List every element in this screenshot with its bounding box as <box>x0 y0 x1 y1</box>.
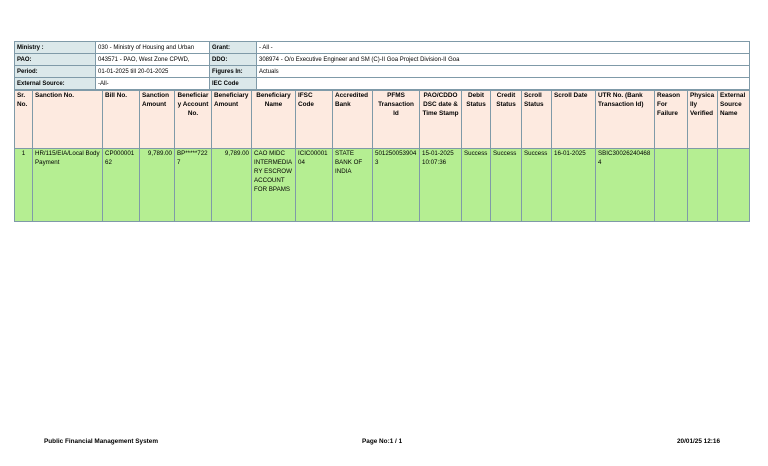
cell-beneficiary-account: BP*****7227 <box>175 149 212 222</box>
col-header-beneficiary-account: Beneficiary Account No. <box>175 91 212 149</box>
cell-credit-status: Success <box>491 149 522 222</box>
col-header-sr-no: Sr. No. <box>15 91 33 149</box>
figures-label: Figures In: <box>210 66 257 78</box>
filter-row <box>15 78 750 90</box>
period-value: 01-01-2025 till 20-01-2025 <box>96 66 210 78</box>
col-header-dsc-timestamp: PAO/CDDO DSC date & Time Stamp <box>420 91 462 149</box>
col-header-sanction-no: Sanction No. <box>33 91 103 149</box>
pao-label: PAO: <box>15 54 96 66</box>
pao-value: 043571 - PAO, West Zone CPWD, <box>96 54 210 66</box>
col-header-scroll-status: Scroll Status <box>522 91 552 149</box>
iec-code-value <box>257 78 750 90</box>
cell-pfms-transaction-id: 5012500539043 <box>373 149 420 222</box>
cell-sr-no: 1 <box>15 149 33 222</box>
col-header-beneficiary-name: Beneficiary Name <box>252 91 296 149</box>
filter-row <box>15 66 750 78</box>
ministry-label: Ministry : <box>15 42 96 54</box>
filter-row <box>15 42 750 54</box>
cell-beneficiary-name: CAO MIDC INTERMEDIARY ESCROW ACCOUNT FOR BPAMS <box>252 149 296 222</box>
cell-accredited-bank: STATE BANK OF INDIA <box>333 149 373 222</box>
figures-value: Actuals <box>257 66 750 78</box>
footer-datetime: 20/01/25 12:16 <box>677 438 720 445</box>
footer-system-name: Public Financial Management System <box>44 438 158 445</box>
ddo-label: DDO: <box>210 54 257 66</box>
cell-scroll-date: 16-01-2025 <box>552 149 596 222</box>
cell-sanction-amount: 9,789.00 <box>140 149 175 222</box>
footer-page-number: Page No:1 / 1 <box>362 438 403 445</box>
col-header-bill-no: Bill No. <box>103 91 140 149</box>
grant-label: Grant: <box>210 42 257 54</box>
report-filters <box>14 41 750 90</box>
cell-scroll-status: Success <box>522 149 552 222</box>
table-row <box>15 149 750 222</box>
ministry-value: 030 - Ministry of Housing and Urban <box>96 42 210 54</box>
grant-value: - All - <box>257 42 750 54</box>
iec-code-label: IEC Code <box>210 78 257 90</box>
col-header-credit-status: Credit Status <box>491 91 522 149</box>
col-header-debit-status: Debit Status <box>462 91 491 149</box>
col-header-ifsc-code: IFSC Code <box>296 91 333 149</box>
ddo-value: 308974 - O/o Executive Engineer and SM (C)-II Goa Project Division-II Goa <box>257 54 750 66</box>
cell-bill-no: CP00000162 <box>103 149 140 222</box>
cell-physically-verified <box>688 149 718 222</box>
cell-debit-status: Success <box>462 149 491 222</box>
cell-ifsc-code: ICIC0000104 <box>296 149 333 222</box>
filter-row <box>15 54 750 66</box>
transactions-table <box>14 90 750 222</box>
cell-beneficiary-amount: 9,789.00 <box>212 149 252 222</box>
col-header-sanction-amount: Sanction Amount <box>140 91 175 149</box>
table-header-row <box>15 91 750 149</box>
col-header-pfms-transaction-id: PFMS Transaction Id <box>373 91 420 149</box>
col-header-scroll-date: Scroll Date <box>552 91 596 149</box>
col-header-physically-verified: Physically Verified <box>688 91 718 149</box>
cell-reason-for-failure <box>655 149 688 222</box>
cell-sanction-no: HR/115/EIA/Local Body Payment <box>33 149 103 222</box>
external-source-value: -All- <box>96 78 210 90</box>
external-source-label: External Source: <box>15 78 96 90</box>
cell-dsc-timestamp: 15-01-2025 10:07:36 <box>420 149 462 222</box>
period-label: Period: <box>15 66 96 78</box>
col-header-beneficiary-amount: Beneficiary Amount <box>212 91 252 149</box>
report <box>14 41 749 222</box>
cell-utr-no: SBIC300262404684 <box>596 149 655 222</box>
col-header-accredited-bank: Accredited Bank <box>333 91 373 149</box>
col-header-external-source-name: External Source Name <box>718 91 750 149</box>
col-header-reason-for-failure: Reason For Failure <box>655 91 688 149</box>
col-header-utr-no: UTR No. (Bank Transaction Id) <box>596 91 655 149</box>
cell-external-source-name <box>718 149 750 222</box>
